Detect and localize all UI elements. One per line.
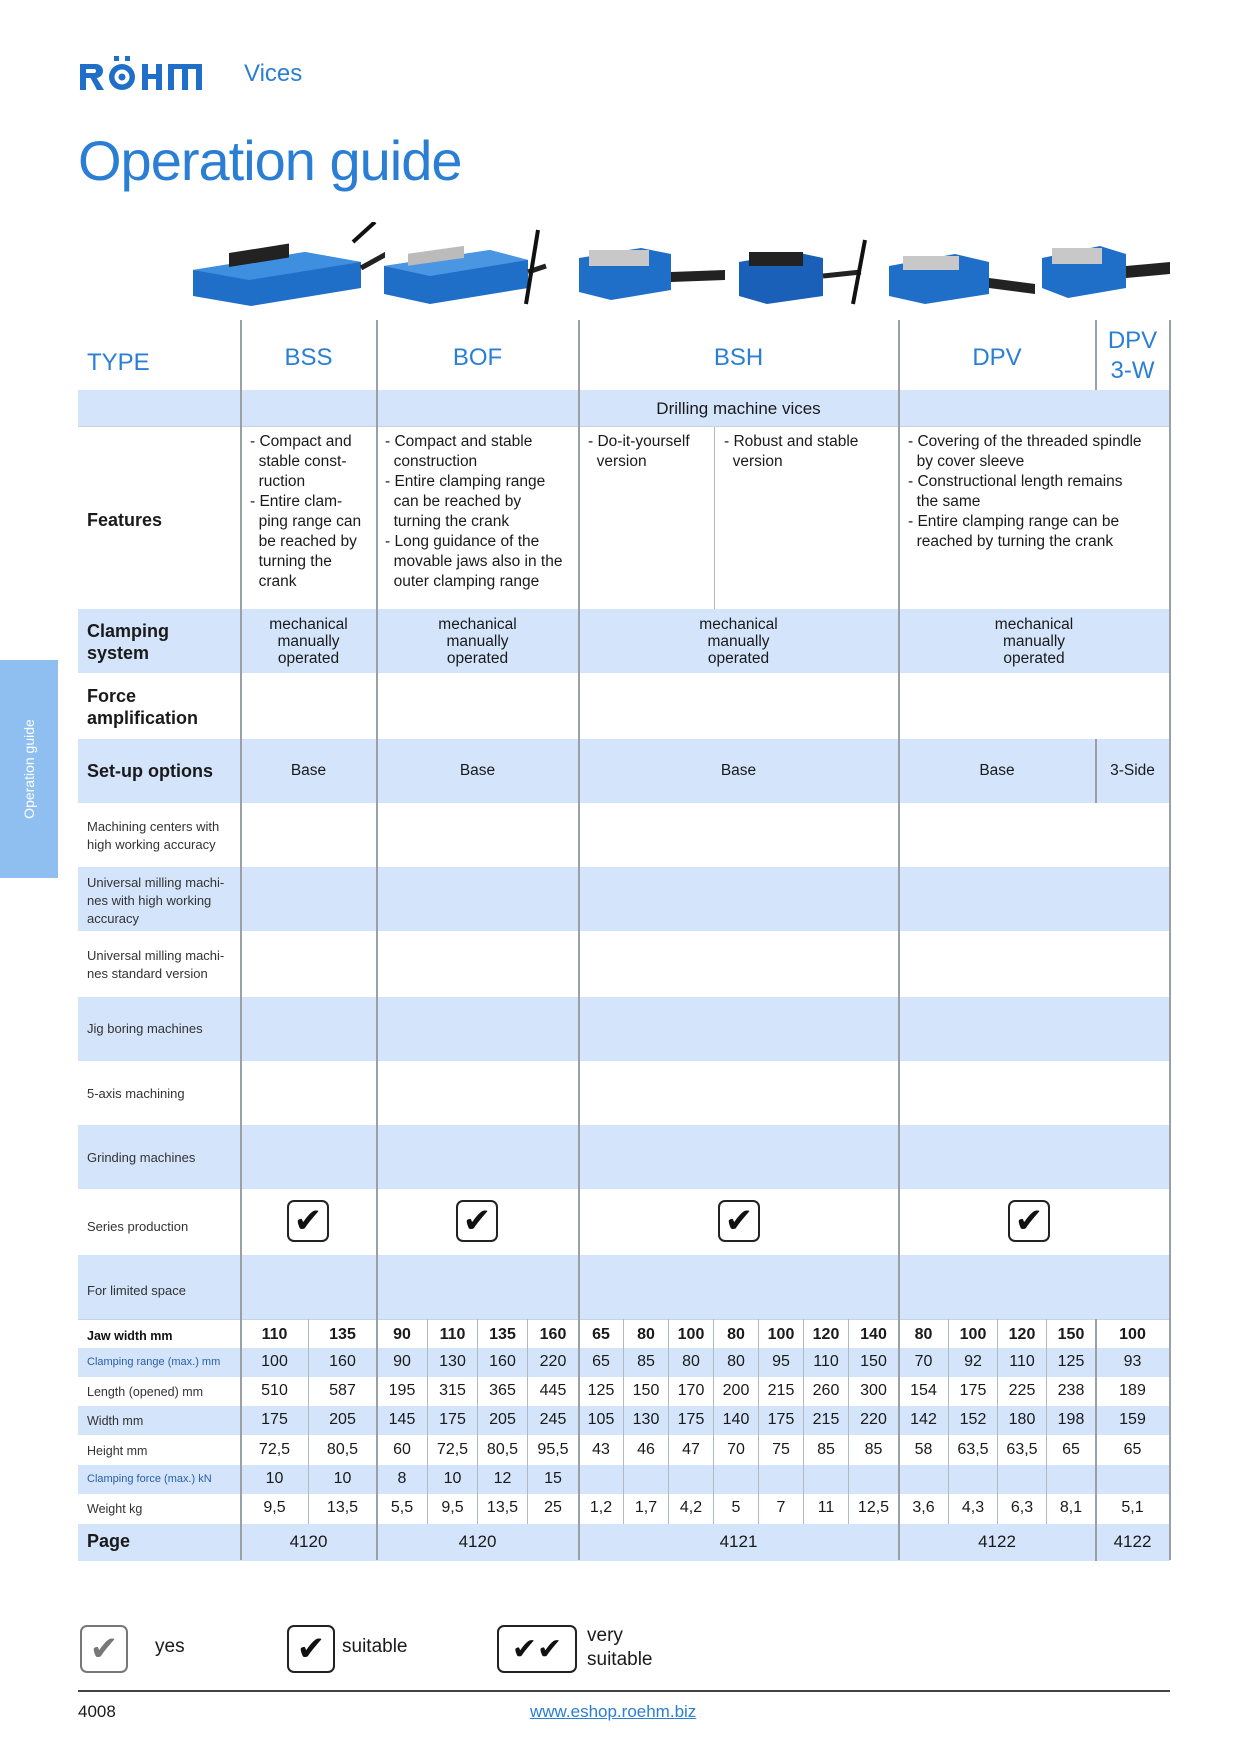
spec-cell: 125 (1057, 1353, 1085, 1370)
spec-cell: 205 (329, 1411, 356, 1428)
clamping-label-line2: system (87, 643, 150, 663)
footer-rule (78, 1690, 1170, 1692)
spec-cell: 100 (261, 1353, 288, 1370)
app-limited-space: For limited space (87, 1283, 186, 1298)
page-bof[interactable]: 4120 (458, 1532, 497, 1551)
spec-cell: 160 (489, 1353, 516, 1370)
spec-cell: 189 (1119, 1382, 1146, 1399)
spec-cell: 15 (544, 1470, 562, 1487)
spec-cell: 130 (632, 1411, 660, 1428)
spec-cell: 150 (860, 1353, 887, 1370)
legend-yes: yes (155, 1636, 185, 1657)
spec-cell: 225 (1008, 1382, 1036, 1399)
spec-cell: 238 (1057, 1382, 1085, 1399)
app-line: Universal milling machi- (87, 948, 225, 963)
spec-cell: 85 (637, 1353, 655, 1370)
spec-cell: 70 (914, 1353, 933, 1370)
features-bss: - Compact and stable const- ruction - Entire clam- ping range can be reached by turning the crank (250, 433, 362, 590)
spec-cell: 587 (329, 1382, 356, 1399)
app-line: nes with high working (87, 893, 212, 908)
legend-very-line2: suitable (587, 1649, 653, 1670)
spec-label: Weight kg (87, 1502, 143, 1516)
spec-cell: 120 (1008, 1326, 1036, 1343)
grinding-band (78, 1125, 1170, 1189)
clamping-value-line2: manually (446, 633, 509, 650)
spec-cell: 140 (860, 1326, 887, 1343)
spec-cell: 60 (393, 1441, 411, 1458)
spec-cell: 85 (817, 1441, 835, 1458)
footer-page-number: 4008 (78, 1702, 116, 1721)
clamping-value-line1: mechanical (699, 616, 778, 633)
force-label-line1: Force (87, 686, 137, 706)
col-header-bss: BSS (284, 344, 333, 371)
spec-cell: 100 (677, 1326, 705, 1343)
spec-cell: 3,6 (912, 1499, 935, 1516)
features-bof: - Compact and stable construction - Entire clamping range can be reached by turning the crank - Long guidance of the movable jaws also in the outer clamping range (385, 433, 563, 590)
clamping-label (87, 620, 169, 664)
spec-cell: 110 (439, 1326, 466, 1343)
spec-cell: 12 (493, 1470, 512, 1487)
spec-cell: 300 (860, 1382, 887, 1399)
check-series-dpv: ✔ (1008, 1200, 1050, 1242)
features-label: Features (87, 510, 163, 530)
clamping-value-line3: operated (446, 650, 509, 667)
spec-cell: 175 (439, 1411, 466, 1428)
page-dpv[interactable]: 4122 (978, 1532, 1016, 1551)
spec-cell: 9,5 (441, 1499, 464, 1516)
spec-cell: 135 (329, 1326, 356, 1343)
clamping-value-line2: manually (707, 633, 770, 650)
spec-cell: 13,5 (486, 1499, 519, 1516)
spec-cell: 80 (727, 1353, 745, 1370)
spec-cell: 10 (443, 1470, 462, 1487)
col-divider (240, 320, 242, 1560)
spec-cell: 100 (1119, 1326, 1146, 1343)
clamping-bss (241, 616, 376, 667)
spec-cell: 215 (767, 1382, 795, 1399)
clamping-dpv (899, 616, 1169, 667)
spec-cell: 315 (439, 1382, 466, 1399)
clamping-value-line1: mechanical (438, 616, 517, 633)
features-bsh-robust: - Robust and stable version (724, 433, 859, 470)
spec-cell: 175 (767, 1411, 795, 1428)
spec-cell: 4,2 (679, 1499, 703, 1516)
spec-cell: 260 (812, 1382, 840, 1399)
clamping-bof (377, 616, 578, 667)
spec-cell: 10 (265, 1470, 284, 1487)
app-machining-centers (87, 818, 219, 854)
col-divider (1169, 320, 1171, 1560)
spec-cell: 175 (677, 1411, 705, 1428)
spec-cell: 180 (1008, 1411, 1036, 1428)
spec-cell: 160 (329, 1353, 356, 1370)
page-bss[interactable]: 4120 (289, 1532, 328, 1551)
setup-label: Set-up options (87, 761, 213, 781)
spec-cell: 5,1 (1121, 1499, 1144, 1516)
clamping-value-line3: operated (707, 650, 770, 667)
app-line: Machining centers with (87, 819, 220, 834)
page-title: Operation guide (78, 129, 462, 192)
spec-cell: 25 (544, 1499, 562, 1516)
spec-cell: 220 (539, 1353, 567, 1370)
spec-cell: 80 (727, 1326, 745, 1343)
page-bsh[interactable]: 4121 (719, 1532, 758, 1551)
spec-label: Height mm (87, 1444, 148, 1458)
spec-cell: 135 (489, 1326, 516, 1343)
col-divider (376, 320, 378, 1560)
spec-cell: 63,5 (1006, 1441, 1038, 1458)
col-header-dpv: DPV (972, 344, 1022, 371)
clamping-value-line1: mechanical (269, 616, 348, 633)
spec-cell: 150 (1057, 1326, 1085, 1343)
app-grinding: Grinding machines (87, 1150, 196, 1165)
legend-suitable: suitable (342, 1636, 408, 1657)
check-series-bss: ✔ (287, 1200, 329, 1242)
spec-cell: 7 (776, 1499, 786, 1516)
app-universal-high (87, 874, 224, 928)
legend-check-suitable: ✔ (287, 1625, 335, 1673)
category-label: Drilling machine vices (656, 399, 821, 418)
spec-cell: 65 (1062, 1441, 1080, 1458)
spec-cell: 95 (772, 1353, 790, 1370)
spec-cell: 130 (439, 1353, 466, 1370)
spec-cell: 9,5 (263, 1499, 286, 1516)
page-dpv-3w[interactable]: 4122 (1113, 1532, 1152, 1551)
spec-cell: 80 (637, 1326, 655, 1343)
clamping-value-line2: manually (1002, 633, 1066, 650)
legend-very-line1: very (587, 1625, 623, 1646)
spec-cell: 43 (592, 1441, 610, 1458)
spec-cell: 46 (637, 1441, 655, 1458)
spec-cell: 95,5 (537, 1441, 569, 1458)
spec-cell: 72,5 (258, 1441, 291, 1458)
spec-cell: 160 (539, 1326, 567, 1343)
spec-cell: 140 (722, 1411, 750, 1428)
spec-cell: 90 (393, 1326, 411, 1343)
spec-cell: 110 (813, 1353, 839, 1370)
spec-cell: 110 (1009, 1353, 1035, 1370)
spec-cell: 100 (767, 1326, 795, 1343)
check-series-bof: ✔ (456, 1200, 498, 1242)
spec-cell: 8,1 (1059, 1499, 1083, 1516)
jig-band (78, 997, 1170, 1061)
row-divider (78, 1319, 1170, 1320)
col-header-bsh: BSH (713, 344, 764, 371)
spec-cell: 93 (1123, 1353, 1142, 1370)
spec-cell: 154 (910, 1382, 937, 1399)
spec-cell: 170 (677, 1382, 705, 1399)
clamping-value-line3: operated (277, 650, 340, 667)
spec-cell: 5 (731, 1499, 741, 1516)
spec-label: Clamping force (max.) kN (87, 1473, 212, 1485)
spec-cell: 65 (592, 1326, 610, 1343)
spec-cell: 175 (261, 1411, 288, 1428)
spec-cell: 195 (388, 1382, 416, 1399)
spec-cell: 6,3 (1010, 1499, 1034, 1516)
col-divider (898, 320, 900, 1560)
spec-label: Length (opened) mm (87, 1385, 204, 1399)
spec-cell: 365 (489, 1382, 516, 1399)
clamping-value-line2: manually (277, 633, 340, 650)
page-label: Page (87, 1531, 131, 1551)
spec-cell: 4,3 (961, 1499, 985, 1516)
app-line: Universal milling machi- (87, 875, 225, 890)
section-title: Vices (244, 60, 303, 87)
spec-cell: 150 (632, 1382, 660, 1399)
app-line: nes standard version (87, 966, 208, 981)
app-line: accuracy (87, 911, 140, 926)
legend-very-suitable (587, 1624, 653, 1672)
app-universal-standard (87, 947, 224, 983)
features-dpv: - Covering of the threaded spindle by cover sleeve - Constructional length remains the same - Entire clamping range can be reached by turning the crank (908, 433, 1142, 550)
legend-check-yes: ✔ (80, 1625, 128, 1673)
spec-cell: 65 (592, 1353, 610, 1370)
spec-cell: 80,5 (326, 1441, 359, 1458)
spec-cell: 200 (722, 1382, 750, 1399)
setup-bss: Base (290, 762, 327, 779)
spec-cell: 1,2 (589, 1499, 613, 1516)
spec-cell: 65 (1123, 1441, 1142, 1458)
clamping-value-line3: operated (1003, 650, 1065, 667)
spec-cell: 125 (587, 1382, 615, 1399)
spec-cell: 120 (812, 1326, 840, 1343)
col-header-dpv-3w-line2: 3-W (1110, 357, 1155, 384)
univ-high-band (78, 867, 1170, 931)
spec-cell: 1,7 (634, 1499, 658, 1516)
spec-cell: 92 (964, 1353, 982, 1370)
spec-cell: 80 (682, 1353, 700, 1370)
setup-bof: Base (459, 762, 496, 779)
spec-cell: 142 (910, 1411, 937, 1428)
spec-cell: 105 (587, 1411, 615, 1428)
force-label-line2: amplification (87, 708, 199, 728)
clamping-bsh (579, 616, 898, 667)
spec-cell: 510 (261, 1382, 288, 1399)
spec-cell: 90 (393, 1353, 411, 1370)
row-divider (78, 426, 1170, 427)
spec-cell: 11 (817, 1499, 835, 1516)
spec-cell: 245 (539, 1411, 567, 1428)
spec-cell: 70 (727, 1441, 745, 1458)
spec-cell: 205 (489, 1411, 516, 1428)
spec-cell: 58 (914, 1441, 933, 1458)
spec-cell: 72,5 (436, 1441, 469, 1458)
clamping-label-line1: Clamping (87, 621, 170, 641)
col-header-bof: BOF (452, 344, 503, 371)
spec-cell: 12,5 (857, 1499, 890, 1516)
spec-cell: 80 (914, 1326, 933, 1343)
spec-cell: 13,5 (326, 1499, 359, 1516)
spec-cell: 110 (261, 1326, 288, 1343)
legend-check-very-suitable: ✔✔ (497, 1625, 577, 1673)
spec-cell: 152 (959, 1411, 987, 1428)
spec-label: Width mm (87, 1414, 144, 1428)
spec-cell: 445 (539, 1382, 567, 1399)
spec-cell: 175 (959, 1382, 987, 1399)
col-header-dpv-3w-line1: DPV (1107, 327, 1158, 354)
spec-cell: 10 (333, 1470, 352, 1487)
spec-cell: 85 (864, 1441, 883, 1458)
spec-cell: 75 (772, 1441, 790, 1458)
spec-label: Jaw width mm (87, 1329, 173, 1343)
app-5-axis: 5-axis machining (87, 1086, 185, 1101)
force-label (87, 685, 198, 729)
side-tab-label: Operation guide (21, 719, 37, 819)
spec-cell: 145 (388, 1411, 416, 1428)
features-bsh-diy: - Do-it-yourself version (588, 433, 690, 470)
spec-cell: 47 (682, 1441, 700, 1458)
spec-cell: 8 (397, 1470, 407, 1487)
app-jig-boring: Jig boring machines (87, 1021, 203, 1036)
setup-bsh: Base (720, 762, 757, 779)
col-divider (578, 320, 580, 1560)
app-series-production: Series production (87, 1219, 189, 1234)
setup-dpv: Base (979, 762, 1015, 779)
spec-cell: 215 (812, 1411, 840, 1428)
col-header-dpv-3w (1096, 326, 1169, 386)
setup-dpv-3w: 3-Side (1110, 762, 1155, 779)
clamping-value-line1: mechanical (994, 616, 1074, 633)
limited-band (78, 1255, 1170, 1319)
footer-url-link[interactable]: www.eshop.roehm.biz (530, 1702, 697, 1721)
spec-cell: 220 (860, 1411, 887, 1428)
type-header: TYPE (87, 349, 150, 376)
spec-cell: 159 (1119, 1411, 1146, 1428)
spec-label: Clamping range (max.) mm (87, 1356, 221, 1368)
check-series-bsh: ✔ (718, 1200, 760, 1242)
spec-cell: 63,5 (957, 1441, 989, 1458)
spec-cell: 198 (1057, 1411, 1085, 1428)
bsh-features-divider (714, 427, 715, 609)
spec-cell: 5,5 (390, 1499, 414, 1516)
spec-cell: 100 (959, 1326, 987, 1343)
spec-cell: 80,5 (486, 1441, 519, 1458)
app-line: high working accuracy (87, 837, 216, 852)
